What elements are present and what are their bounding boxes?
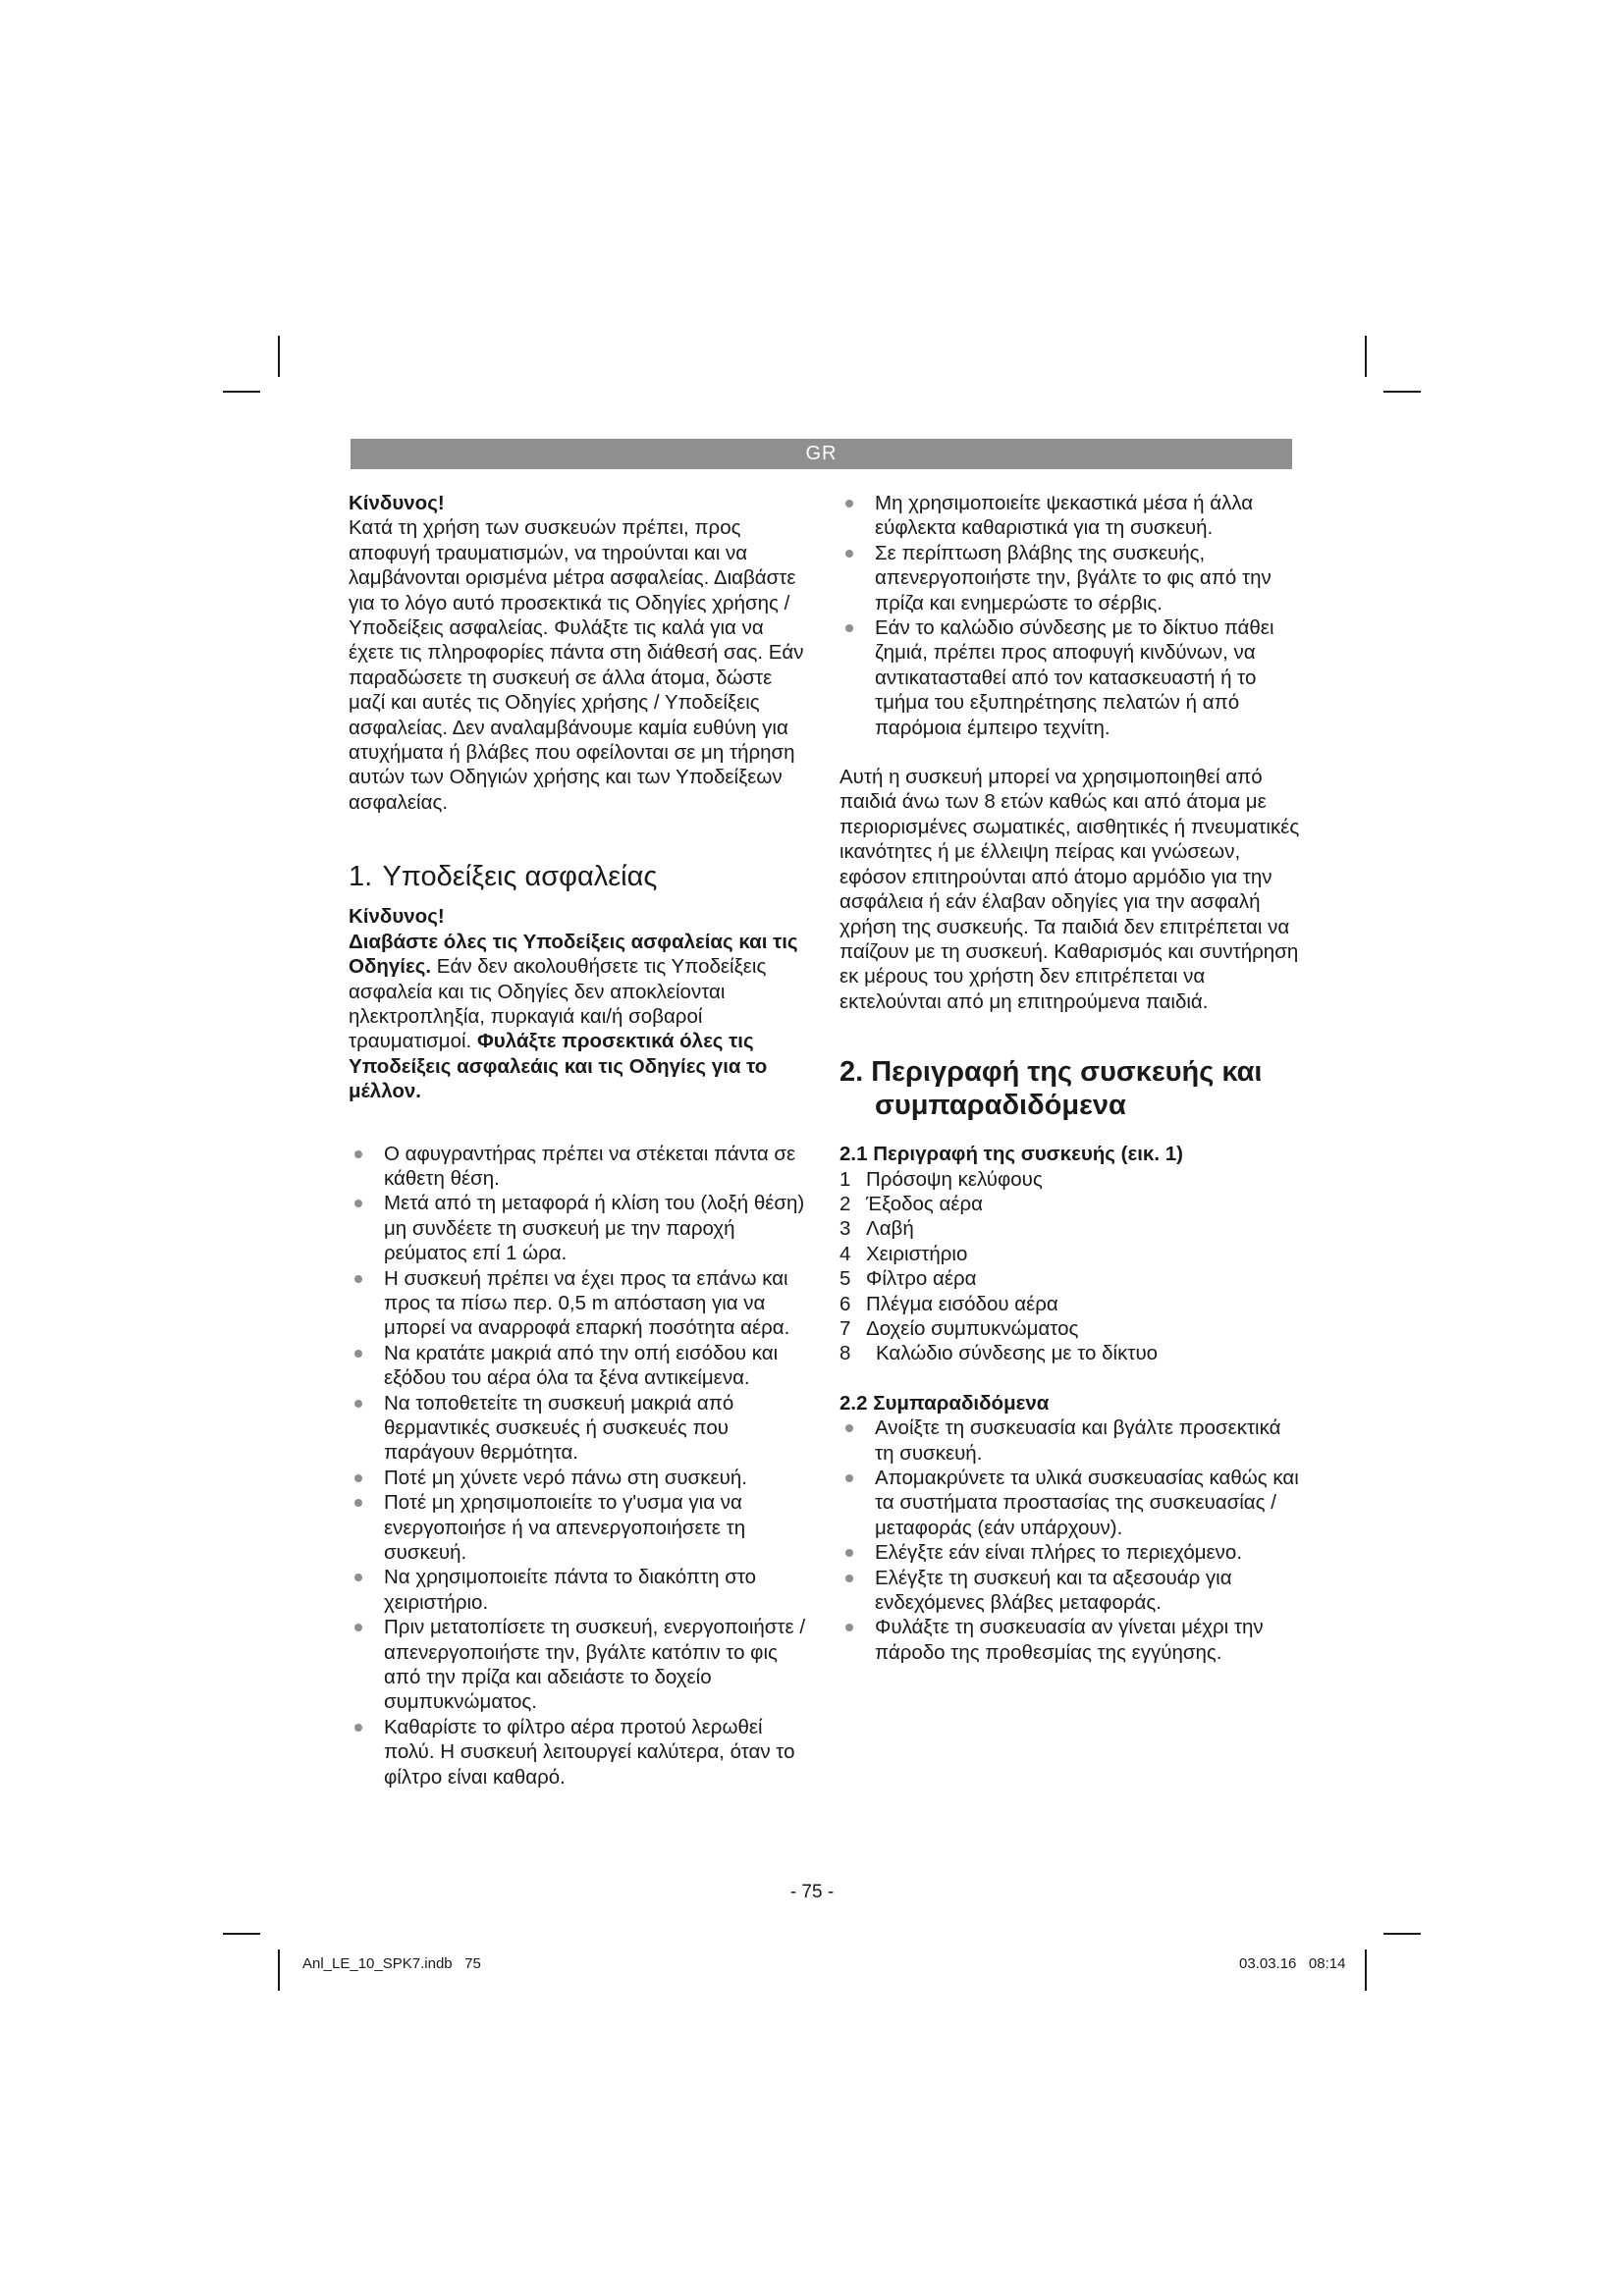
list-item: Σε περίπτωση βλάβης της συσκευής, απενεργοποιήστε την, βγάλτε το φις από την πρίζα και ενημερώστε το σέρβις. (839, 541, 1301, 615)
list-item: Πριν μετατοπίσετε τη συσκευή, ενεργοποιήστε /απενεργοποιήστε την, βγάλτε κατόπιν το φις από την πρίζα και αδειάστε το δοχείο συμπυκνώματος. (349, 1615, 810, 1715)
list-item: Ποτέ μη χρησιμοποιείτε το γ'υσμα για να ενεργοποιήσε ή να απενεργοποιήσετε τη συσκευή. (349, 1490, 810, 1565)
list-item: Καθαρίστε το φίλτρο αέρα προτού λερωθεί πολύ. Η συσκευή λειτουργεί καλύτερα, όταν το φίλτρο είναι καθαρό. (349, 1715, 810, 1789)
crop-mark-bottom-right-vertical (1365, 1949, 1367, 1991)
section-2-title: 2. Περιγραφή της συσκευής και συμπαραδιδόμενα (839, 1056, 1263, 1122)
crop-mark-bottom-right-horizontal (1383, 1933, 1421, 1935)
intro-danger-title: Κίνδυνος! (349, 492, 445, 514)
item-label: Πλέγμα εισόδου αέρα (866, 1292, 1058, 1315)
safety-bullet-list (349, 1142, 810, 1790)
list-item: Μη χρησιμοποιείτε ψεκαστικά μέσα ή άλλα εύφλεκτα καθαριστικά για τη συσκευή. (839, 491, 1301, 541)
left-column (349, 491, 810, 1789)
list-item (839, 1341, 1301, 1365)
crop-mark-bottom-left-vertical (278, 1949, 280, 1991)
item-label: Χειριστήριο (866, 1242, 968, 1265)
list-item: Ελέγξτε εάν είναι πλήρες το περιεχόμενο. (839, 1540, 1301, 1565)
list-item: Ποτέ μη χύνετε νερό πάνω στη συσκευή. (349, 1466, 810, 1490)
subsection-2-2-title: 2.2 Συμπαραδιδόμενα (839, 1391, 1050, 1415)
section-1-number: 1. (349, 861, 373, 893)
list-item (839, 1292, 1301, 1316)
item-number: 8 (839, 1342, 851, 1365)
list-item: Να χρησιμοποιείτε πάντα το διακόπτη στο χειριστήριο. (349, 1565, 810, 1615)
crop-mark-bottom-left-horizontal (223, 1933, 260, 1935)
delivery-bullet-list (839, 1415, 1301, 1665)
list-item (839, 1266, 1301, 1291)
crop-mark-top-left-vertical (278, 336, 280, 377)
item-label: Έξοδος αέρα (866, 1192, 983, 1215)
footer-datetime: 03.03.16 08:14 (1239, 1955, 1346, 1972)
children-paragraph: Αυτή η συσκευή μπορεί να χρησιμοποιηθεί από παιδιά άνω των 8 ετών καθώς και από άτομα με περιορισμένες σωματικές, αισθητικές ή πνευματικές ικανότητες ή με έλλειψη πείρας και γνώσεων, εφόσον επιτηρούνται από άτομο αρμόδιο για την ασφάλεια ή εάν έλαβαν οδηγίες για την ασφαλή χρήση της συσκευής. Τα παιδιά δεν επιτρέπεται να παίζουν με τη συσκευή. Καθαρισμός και συντήρηση εκ μέρους του χρήστη δεν επιτρέπεται να εκτελούνται από μη επιτηρούμενα παιδιά. (839, 766, 1300, 1013)
item-label: Δοχείο συμπυκνώματος (866, 1316, 1079, 1340)
list-item: Απομακρύνετε τα υλικά συσκευασίας καθώς και τα συστήματα προστασίας της συσκευασίας / μεταφοράς (εάν υπάρχουν). (839, 1466, 1301, 1540)
list-item: Η συσκευή πρέπει να έχει προς τα επάνω και προς τα πίσω περ. 0,5 m απόσταση για να μπορεί να αναρροφά επαρκή ποσότητα αέρα. (349, 1266, 810, 1341)
list-item (839, 1316, 1301, 1341)
danger-text: Εάν δεν ακολουθήσετε τις Υποδείξεις ασφαλεία και τις Οδηγίες δεν αποκλείονται ηλεκτροπληξία, πυρκαγιά και/ή σοβαροί τραυματισμοί. (349, 955, 767, 1053)
item-label: Λαβή (866, 1217, 914, 1241)
subsection-2-1-title: 2.1 Περιγραφή της συσκευής (εικ. 1) (839, 1143, 1183, 1166)
section-1-heading (349, 860, 810, 893)
danger-paragraph (349, 930, 810, 1104)
crop-mark-top-left-horizontal (223, 391, 260, 393)
danger-bold-keep: Φυλάξτε προσεκτικά όλες τις Υποδείξεις ασφαλεάις και τις Οδηγίες για το μέλλον. (349, 1030, 768, 1103)
list-item: Να τοποθετείτε τη συσκευή μακριά από θερμαντικές συσκευές ή συσκευές που παράγουν θερμότητα. (349, 1391, 810, 1466)
danger-bold-read: Διαβάστε όλες τις Υποδείξεις ασφαλείας και τις Οδηγίες. (349, 930, 798, 979)
item-number: 2 (839, 1192, 851, 1215)
list-item: Φυλάξτε τη συσκευασία αν γίνεται μέχρι την πάροδο της προθεσμίας της εγγύησης. (839, 1615, 1301, 1665)
danger-title: Κίνδυνος! (349, 905, 445, 929)
item-number: 5 (839, 1267, 851, 1291)
language-header-band (351, 439, 1292, 469)
item-number: 4 (839, 1242, 851, 1265)
list-item (839, 1242, 1301, 1266)
list-item: Μετά από τη μεταφορά ή κλίση του (λοξή θέση) μη συνδέετε τη συσκευή με την παροχή ρεύματος επί 1 ώρα. (349, 1191, 810, 1265)
language-code: GR (805, 443, 838, 464)
item-number: 3 (839, 1217, 851, 1241)
list-item: Ο αφυγραντήρας πρέπει να στέκεται πάντα σε κάθετη θέση. (349, 1142, 810, 1192)
intro-text: Κατά τη χρήση των συσκευών πρέπει, προς αποφυγή τραυματισμών, να τηρούνται και να λαμβάνονται ορισμένα μέτρα ασφαλείας. Διαβάστε για το λόγο αυτό προσεκτικά τις Οδηγίες χρήσης / Υποδείξεις ασφαλείας. Φυλάξτε τις καλά για να έχετε τις πληροφορίες πάντα στη διάθεσή σας. Εάν παραδώσετε τη συσκευή σε άλλα άτομα, δώστε μαζί και αυτές τις Οδηγίες χρήσης / Υποδείξεις ασφαλείας. Δεν αναλαμβάνουμε καμία ευθύνη για ατυχήματα ή βλάβες που οφείλονται σε μη τήρηση αυτών των Οδηγιών χρήσης και των Υποδείξεων ασφαλείας. (349, 516, 804, 814)
parts-list (839, 1167, 1301, 1366)
list-item (839, 1216, 1301, 1241)
list-item (839, 1192, 1301, 1216)
list-item: Να κρατάτε μακριά από την οπή εισόδου και εξόδου του αέρα όλα τα ξένα αντικείμενα. (349, 1341, 810, 1391)
section-1-title: Υποδείξεις ασφαλείας (382, 861, 658, 893)
list-item (839, 1167, 1301, 1192)
crop-mark-top-right-horizontal (1383, 391, 1421, 393)
safety-bullet-list-continued (839, 491, 1301, 740)
right-column (839, 491, 1301, 1665)
item-label: Φίλτρο αέρα (866, 1267, 977, 1291)
crop-mark-top-right-vertical (1365, 336, 1367, 377)
item-number: 7 (839, 1316, 851, 1340)
item-number: 1 (839, 1167, 851, 1191)
item-label: Πρόσοψη κελύφους (866, 1167, 1043, 1191)
page-number: - 75 - (789, 1882, 835, 1902)
item-label: Καλώδιο σύνδεσης με το δίκτυο (876, 1342, 1159, 1365)
list-item: Εάν το καλώδιο σύνδεσης με το δίκτυο πάθει ζημιά, πρέπει προς αποφυγή κινδύνων, να αντικατασταθεί από τον κατασκευαστή ή το τμήμα του εξυπηρέτησης πελατών ή από παρόμοια έμπειρο τεχνίτη. (839, 615, 1301, 740)
list-item: Ελέγξτε τη συσκευή και τα αξεσουάρ για ενδεχόμενες βλάβες μεταφοράς. (839, 1566, 1301, 1616)
item-number: 6 (839, 1292, 851, 1315)
footer-file-info: Anl_LE_10_SPK7.indb 75 (302, 1955, 481, 1972)
list-item: Ανοίξτε τη συσκευασία και βγάλτε προσεκτικά τη συσκευή. (839, 1415, 1301, 1466)
